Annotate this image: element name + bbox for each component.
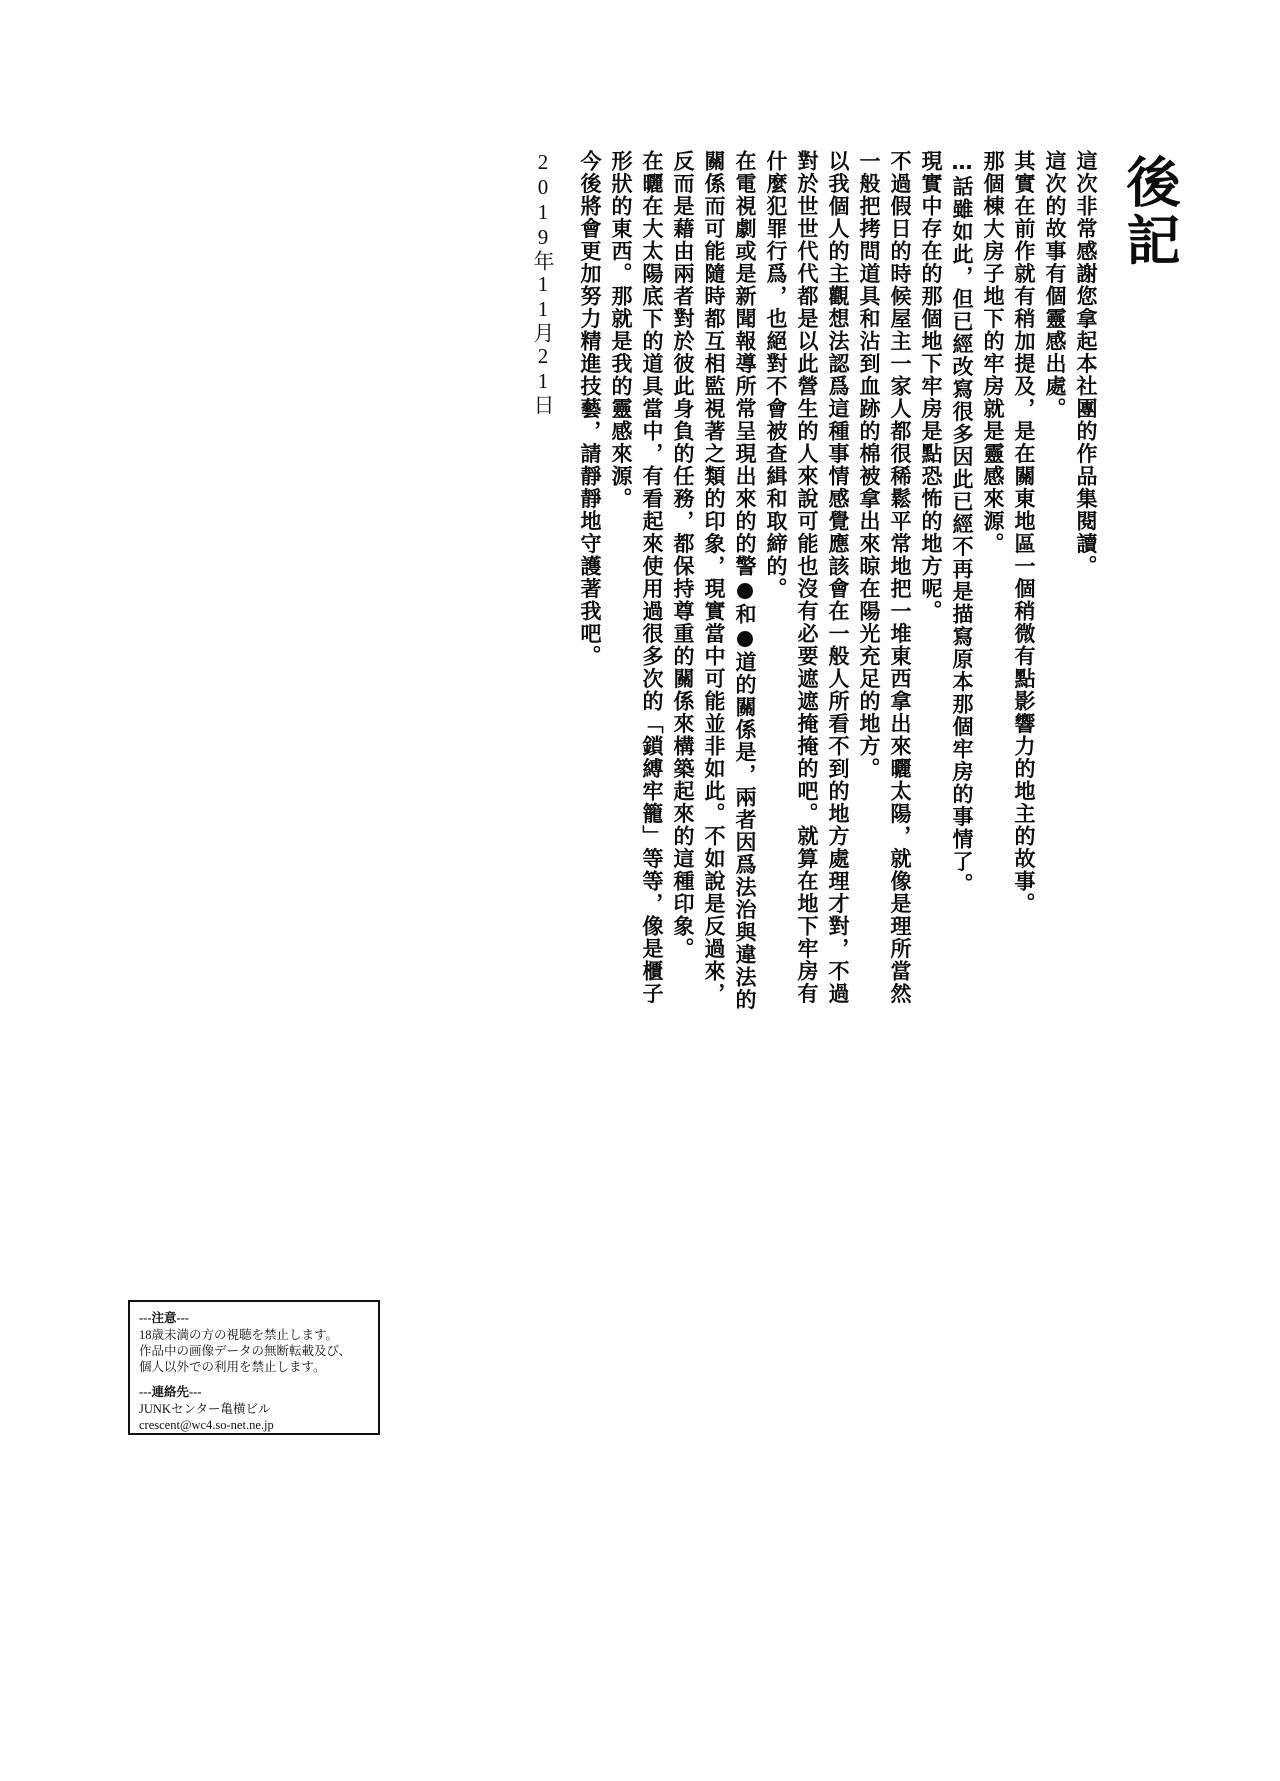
body-line-17: 今後將會更加努力精進技藝，請靜靜地守護著我吧。 <box>578 150 602 668</box>
vertical-text-block <box>90 150 1180 1310</box>
body-line-16: 形狀的東西。那就是我的靈感來源。 <box>609 150 633 510</box>
body-line-3: 其實在前作就有稍加提及，是在關東地區一個稍微有點影響力的地主的故事。 <box>1012 150 1036 915</box>
notice-box <box>128 1300 380 1435</box>
notice-spacer <box>139 1375 369 1384</box>
notice-heading-contact: ---連絡先--- <box>139 1385 202 1399</box>
body-line-13: 關係而可能隨時都互相監視著之類的印象，現實當中可能並非如此。不如說是反過來， <box>702 150 726 1005</box>
body-line-14: 反而是藉由兩者對於彼此身負的任務，都保持尊重的關係來構築起來的這種印象。 <box>671 150 695 960</box>
body-line-2: 這次的故事有個靈感出處。 <box>1043 150 1067 420</box>
body-line-12: 在電視劇或是新聞報導所常呈現出來的的警●和●道的關係是，兩者因爲法治與違法的 <box>733 150 757 1011</box>
body-line-5: …話雖如此，但已經改寫很多因此已經不再是描寫原本那個牢房的事情了。 <box>950 150 974 896</box>
postscript-date: 2019年11月21日 <box>531 150 555 416</box>
body-line-1: 這次非常感謝您拿起本社團的作品集閱讀。 <box>1074 150 1098 578</box>
body-line-8: 一般把拷問道具和沾到血跡的棉被拿出來晾在陽光充足的地方。 <box>857 150 881 780</box>
notice-line-reprint: 作品中の画像データの無断転載及び、 <box>139 1344 352 1358</box>
page-title: 後記 <box>1118 154 1181 270</box>
body-line-11: 什麼犯罪行爲，也絕對不會被查緝和取締的。 <box>764 150 788 600</box>
body-line-9: 以我個人的主觀想法認爲這種事情感覺應該會在一般人所看不到的地方處理才對，不過 <box>826 150 850 1005</box>
body-line-6: 現實中存在的那個地下牢房是點恐怖的地方呢。 <box>919 150 943 623</box>
notice-line-usage: 個人以外での利用を禁止します。 <box>139 1360 326 1374</box>
body-line-4: 那個棟大房子地下的牢房就是靈感來源。 <box>981 150 1005 555</box>
body-line-15: 在曬在大太陽底下的道具當中，有看起來使用過很多次的「鎖縛牢籠」等等，像是櫃子 <box>640 150 664 1005</box>
notice-line-circle: JUNKセンター亀横ビル <box>139 1402 271 1416</box>
body-line-7: 不過假日的時候屋主一家人都很稀鬆平常地把一堆東西拿出來曬太陽，就像是理所當然 <box>888 150 912 1005</box>
notice-line-email: crescent@wc4.so-net.ne.jp <box>139 1418 274 1432</box>
body-line-10: 對於世世代代都是以此營生的人來說可能也沒有必要遮遮掩掩的吧。就算在地下牢房有 <box>795 150 819 1005</box>
notice-line-age: 18歳未満の方の視聴を禁止します。 <box>139 1328 339 1342</box>
notice-heading-attention: ---注意--- <box>139 1311 189 1325</box>
